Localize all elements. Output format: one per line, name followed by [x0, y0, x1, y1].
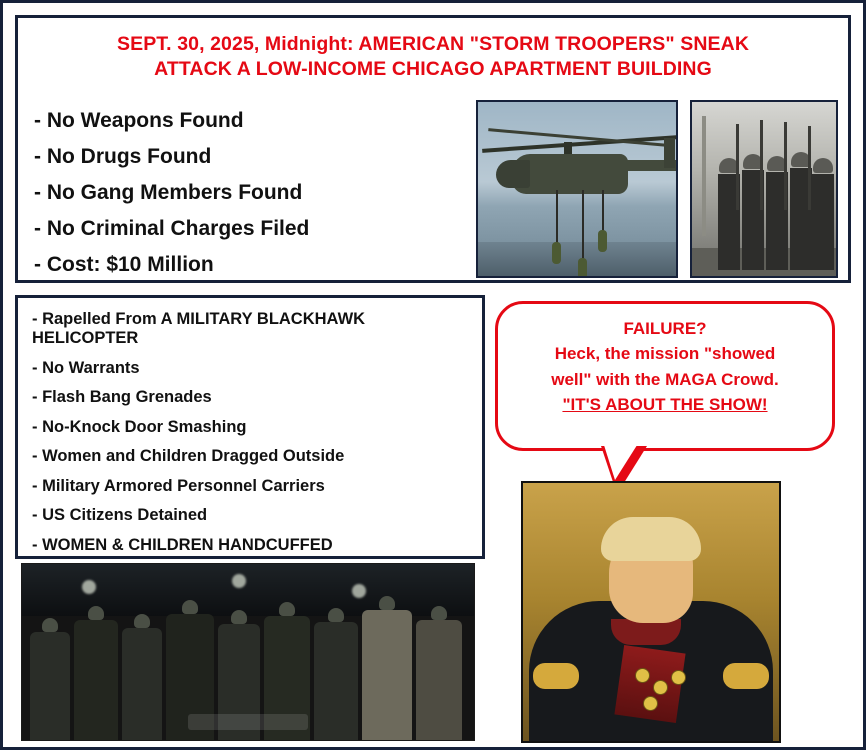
list-item: - Military Armored Personnel Carriers: [32, 476, 325, 495]
helmet-icon: [231, 610, 247, 624]
trump-general-portrait: [521, 481, 781, 743]
helmet-icon: [813, 158, 833, 173]
soldier-figure: [812, 174, 834, 270]
tactics-panel: [15, 295, 485, 559]
rappelling-soldier: [598, 230, 607, 252]
officer-figure: [30, 632, 70, 740]
officer-figure: [362, 610, 412, 740]
storm-troopers-photo: [690, 100, 838, 278]
helmet-icon: [88, 606, 104, 620]
list-item: - No Criminal Charges Filed: [34, 217, 310, 240]
findings-list: [34, 110, 474, 290]
list-item: - Flash Bang Grenades: [32, 388, 212, 407]
epaulette-icon: [723, 663, 769, 689]
list-item: - Women and Children Dragged Outside: [32, 447, 345, 466]
street-light-icon: [232, 574, 246, 588]
list-item: - No Weapons Found: [34, 109, 244, 132]
tail-fill: [603, 442, 639, 480]
rappel-rope: [556, 190, 558, 250]
epaulette-icon: [533, 663, 579, 689]
helmet-icon: [328, 608, 344, 622]
helmet-icon: [134, 614, 150, 628]
speech-line-1: FAILURE?: [623, 319, 707, 338]
rappelling-soldier: [578, 258, 587, 278]
medal-icon: [653, 680, 668, 695]
rifle-icon: [784, 122, 787, 210]
street-light-icon: [352, 584, 366, 598]
list-item: - US Citizens Detained: [32, 506, 208, 525]
flag-pole: [702, 116, 706, 236]
rifle-icon: [736, 124, 739, 210]
rappelling-soldier: [552, 242, 561, 264]
list-item: - No Warrants: [32, 358, 140, 377]
helicopter-fin: [664, 138, 675, 168]
helicopter-nose: [496, 160, 530, 188]
speech-bubble: [495, 301, 835, 451]
speech-line-4: "IT'S ABOUT THE SHOW!: [562, 394, 768, 414]
medal-icon: [635, 668, 650, 683]
speech-line-2: Heck, the mission "showed: [554, 344, 776, 364]
photo-ground: [478, 242, 676, 276]
street-light-icon: [82, 580, 96, 594]
officer-figure: [122, 628, 162, 740]
page-title: [18, 18, 848, 82]
headline-panel: [15, 15, 851, 283]
list-item: - Cost: $10 Million: [34, 253, 214, 276]
officer-figure: [74, 620, 118, 740]
medal-icon: [643, 696, 658, 711]
list-item: - Rapelled From A MILITARY BLACKHAWK HELICOPTER: [32, 310, 366, 348]
helicopter-photo: [476, 100, 678, 278]
officer-figure: [314, 622, 358, 740]
list-item: - No Gang Members Found: [34, 181, 303, 204]
helmet-icon: [42, 618, 58, 632]
speech-line-3: well" with the MAGA Crowd.: [551, 369, 779, 389]
headline-line-1: SEPT. 30, 2025, Midnight: AMERICAN "STORM TROOPERS" SNEAK: [116, 33, 750, 55]
photo-watermark: [188, 714, 308, 730]
list-item: - No Drugs Found: [34, 145, 212, 168]
hair: [601, 517, 701, 561]
officer-figure: [416, 620, 462, 740]
rifle-icon: [760, 120, 763, 210]
helmet-icon: [182, 600, 198, 614]
helmet-icon: [379, 596, 395, 610]
medal-icon: [671, 670, 686, 685]
list-item: - WOMEN & CHILDREN HANDCUFFED: [32, 535, 333, 554]
rappel-rope: [582, 190, 584, 266]
helmet-icon: [431, 606, 447, 620]
police-raid-photo: [21, 563, 475, 741]
rifle-icon: [808, 126, 811, 210]
headline-line-2: ATTACK A LOW-INCOME CHICAGO APARTMENT BUILDING: [154, 57, 712, 80]
helmet-icon: [279, 602, 295, 616]
list-item: - No-Knock Door Smashing: [32, 417, 247, 436]
